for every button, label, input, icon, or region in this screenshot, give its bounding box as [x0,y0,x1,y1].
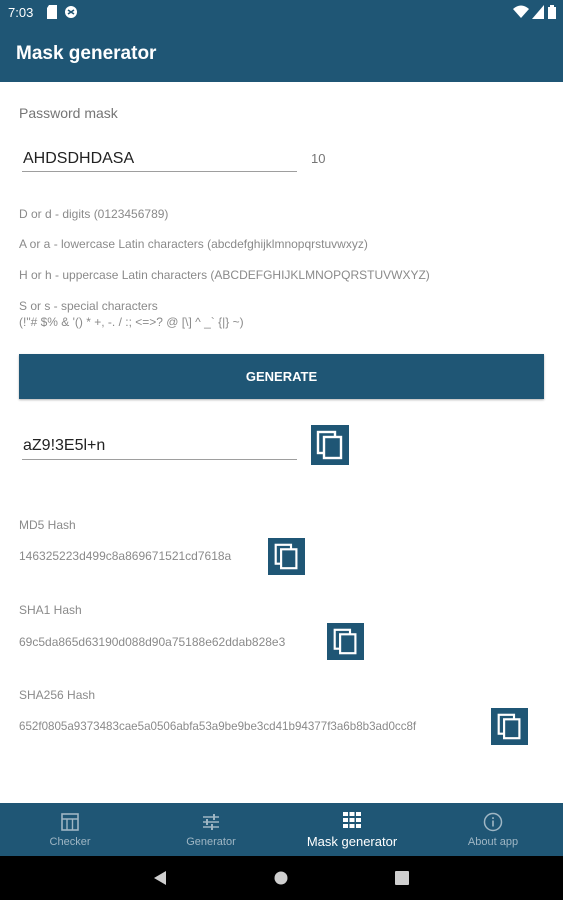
sha1-value: 69c5da865d63190d088d90a75188e62ddab828e3 [19,635,286,649]
nav-item-checker[interactable] [0,803,140,856]
wifi-icon [513,5,529,24]
home-icon [274,871,288,885]
copy-password-button[interactable] [311,425,349,465]
password-mask-label: Password mask [19,105,118,121]
nav-item-about-app[interactable] [423,803,563,856]
legend-special-title: S or s - special characters [19,299,158,313]
battery-icon [548,5,556,24]
back-icon [153,870,167,886]
copy-icon [332,628,359,655]
copy-icon [273,543,300,570]
copy-sha1-button[interactable] [327,623,364,660]
legend-digits: D or d - digits (0123456789) [19,207,169,221]
bottom-navigation [0,803,563,856]
sha1-label: SHA1 Hash [19,603,82,617]
legend-uppercase: H or h - uppercase Latin characters (ABCDEFGHIJKLMNOPQRSTUVWXYZ) [19,268,430,282]
status-time: 7:03 [8,5,34,20]
signal-icon [532,5,544,24]
copy-sha256-button[interactable] [491,708,528,745]
password-mask-input[interactable] [22,146,297,172]
app-title: Mask generator [16,43,157,64]
md5-value: 146325223d499c8a869671521cd7618a [19,549,232,563]
mask-length-counter: 10 [311,151,326,166]
sha256-label: SHA256 Hash [19,688,96,702]
nav-label-mask-generator: Mask generator [306,834,398,849]
sliders-icon [201,812,221,837]
status-bar [0,0,563,26]
legend-special-chars: (!"# $% & '() * +, -. / :; <=>? @ [\] ^ _` {|} ~) [19,315,244,329]
nav-label-about-app: About app [467,836,519,848]
generated-password-field[interactable] [22,433,297,460]
recents-icon [395,871,409,885]
back-button[interactable] [153,870,167,891]
copy-md5-button[interactable] [268,538,305,575]
nav-label-checker: Checker [49,836,91,848]
copy-icon [316,430,344,460]
home-button[interactable] [274,871,288,890]
nav-item-generator[interactable] [141,803,281,856]
generate-button[interactable]: GENERATE [19,354,544,399]
recents-button[interactable] [395,871,409,890]
system-navigation-bar [0,856,563,900]
legend-lowercase: A or a - lowercase Latin characters (abcdefghijklmnopqrstuvwxyz) [19,237,368,251]
info-icon [483,812,503,837]
sha256-value: 652f0805a9373483cae5a0506abfa53a9be9be3cd41b94377f3a6b8b3ad0cc8f [19,720,417,733]
grid-icon [342,811,362,834]
nav-label-generator: Generator [186,836,236,848]
sync-icon [64,5,78,24]
md5-label: MD5 Hash [19,518,76,532]
sd-card-icon [46,5,58,24]
checker-icon [60,812,80,837]
nav-item-mask-generator[interactable] [282,803,422,856]
copy-icon [496,713,523,740]
app-bar [0,26,563,82]
